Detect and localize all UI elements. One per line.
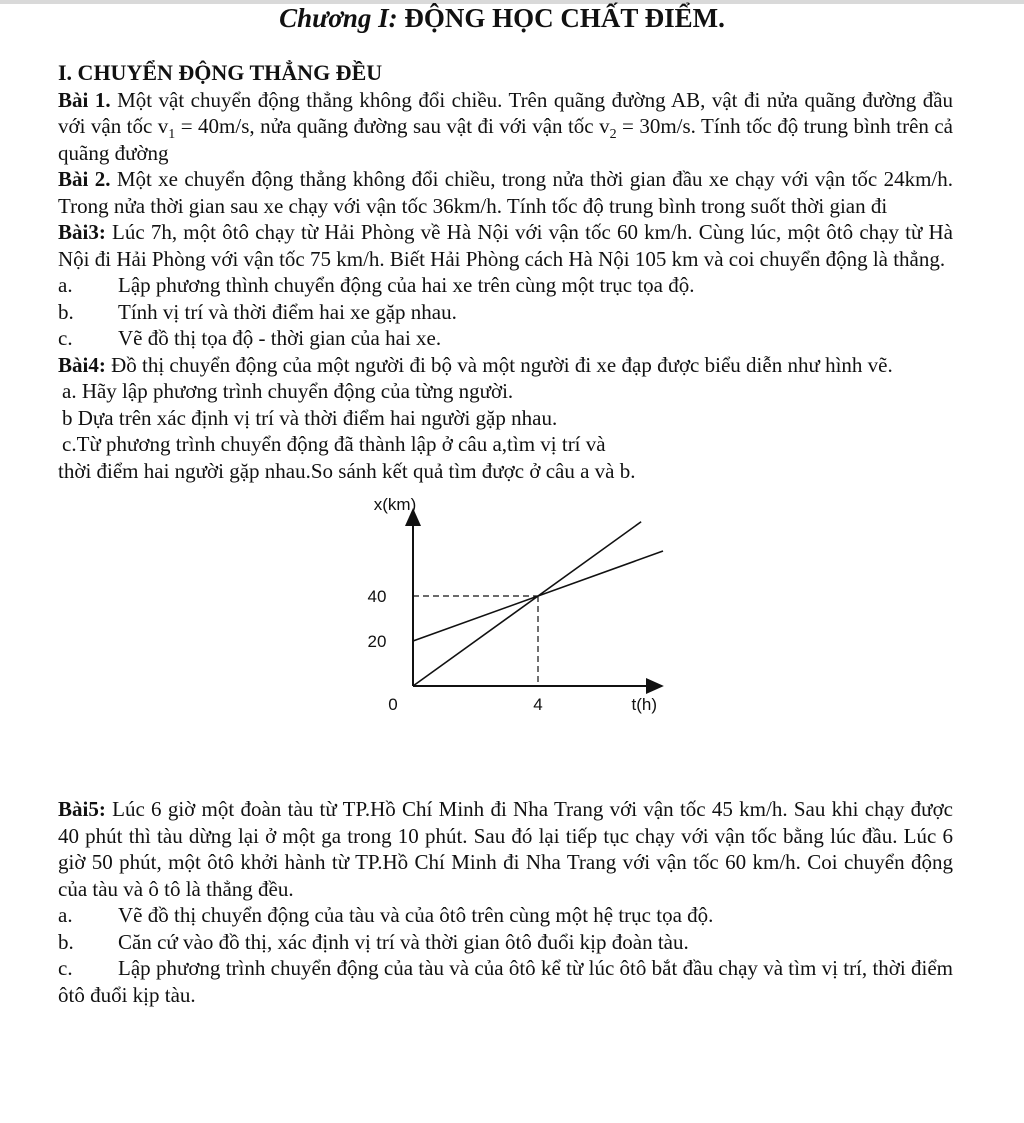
bai5-item-b-text: Căn cứ vào đồ thị, xác định vị trí và thời gian ôtô đuổi kịp đoàn tàu. xyxy=(118,929,689,954)
bai1-label: Bài 1. xyxy=(58,87,111,112)
bai5-text: Lúc 6 giờ một đoàn tàu từ TP.Hồ Chí Minh đi Nha Trang với vận tốc 45 km/h. Sau khi chạy được 40 phút thì tàu dừng lại ở một ga trong 10 phút. Sau đó lại tiếp tục chạy với vận tốc bằng lúc đầu. Lúc 6 giờ 50 phút, một ôtô khởi hành từ TP.Hồ Chí Minh đi Nha Trang với vận tốc 60 km/h. Coi chuyển động của tàu và ô tô là thẳng đều. xyxy=(58,797,953,901)
bai5-item-c-text: Lập phương trình chuyển động của tàu và của ôtô kể từ lúc ôtô bắt đầu chạy và tìm vị trí, thời điểm ôtô đuổi kịp tàu. xyxy=(58,956,953,1007)
document-body xyxy=(58,60,953,1008)
bai3-item-a-label: a. xyxy=(58,273,73,297)
bai1-paragraph xyxy=(58,87,953,167)
bai5-item-c xyxy=(58,955,953,1008)
bai3-item-a xyxy=(58,272,953,299)
bai3-paragraph xyxy=(58,219,953,272)
bai3-item-b xyxy=(58,299,953,326)
bai5-item-b-label: b. xyxy=(58,929,74,954)
origin-label: 0 xyxy=(388,695,398,714)
chapter-prefix: Chương I: xyxy=(279,3,398,33)
bai4-paragraph xyxy=(58,352,953,379)
bai1-text-b: = 40m/s, nửa quãng đường sau vật đi với vận tốc v xyxy=(175,114,610,138)
chapter-main: ĐỘNG HỌC CHẤT ĐIỂM. xyxy=(404,3,725,33)
bai3-text: Lúc 7h, một ôtô chạy từ Hải Phòng về Hà Nội với vận tốc 60 km/h. Cùng lúc, một ôtô chạy từ Hà Nội đi Hải Phòng với vận tốc 75 km/h. Biết Hải Phòng cách Hà Nội 105 km và coi chuyển động là thẳng. xyxy=(58,220,954,271)
bai3-item-b-text: Tính vị trí và thời điểm hai xe gặp nhau. xyxy=(118,299,457,324)
y-tick-label-20: 20 xyxy=(367,632,387,651)
bai4-label: Bài4: xyxy=(58,352,106,377)
bai3-item-c-label: c. xyxy=(58,326,73,350)
y-tick-label-40: 40 xyxy=(367,587,387,606)
motion-graph-svg xyxy=(288,494,657,764)
bai5-item-b xyxy=(58,929,953,956)
bai1-sub2: 2 xyxy=(609,127,617,143)
series-line-2 xyxy=(413,522,641,686)
y-axis-label: x(km) xyxy=(373,495,417,514)
bai3-item-c xyxy=(58,325,953,352)
section-heading: I. CHUYỂN ĐỘNG THẲNG ĐỀU xyxy=(58,60,383,85)
bai5-label: Bài5: xyxy=(58,797,106,821)
bai3-label: Bài3: xyxy=(58,220,106,244)
bai5-item-a-label: a. xyxy=(58,903,73,927)
bai4-line-c1: c.Từ phương trình chuyển động đã thành lập ở câu a,tìm vị trí và xyxy=(62,432,606,456)
x-tick-label-4: 4 xyxy=(533,695,543,714)
x-axis-label: t(h) xyxy=(631,695,657,714)
bai4-line-b: b Dựa trên xác định vị trí và thời điểm hai người gặp nhau. xyxy=(62,405,558,430)
bai1-sub1: 1 xyxy=(168,127,176,143)
bai5-item-a-text: Vẽ đồ thị chuyển động của tàu và của ôtô trên cùng một hệ trục tọa độ. xyxy=(118,903,714,927)
bai1-text-a: Một vật chuyển động thẳng không đổi chiều. Trên quãng đường AB, vật đi nửa quãng đường đầu với vận tốc v xyxy=(58,87,954,138)
bai3-item-a-text: Lập phương thình chuyển động của hai xe trên cùng một trục tọa độ. xyxy=(118,273,695,297)
bai2-text: Một xe chuyển động thẳng không đổi chiều, trong nửa thời gian đầu xe chạy với vận tốc 24km/h. Trong nửa thời gian sau xe chạy với vận tốc 36km/h. Tính tốc độ trung bình trong suốt thời gian đi xyxy=(58,167,954,218)
bai5-paragraph xyxy=(58,796,953,902)
bai5-item-a xyxy=(58,902,953,929)
bai2-label: Bài 2. xyxy=(58,167,111,191)
bai1-text-c: = 30m/s. Tính tốc độ trung bình trên cả quãng đường xyxy=(58,114,953,165)
motion-graph xyxy=(58,484,953,774)
bai4-line-c2: thời điểm hai người gặp nhau.So sánh kết quả tìm được ở câu a và b. xyxy=(58,458,636,483)
bai5-item-c-label: c. xyxy=(58,956,73,980)
bai2-paragraph xyxy=(58,166,953,219)
bai3-item-b-label: b. xyxy=(58,299,74,324)
bai4-text: Đồ thị chuyển động của một người đi bộ và một người đi xe đạp được biểu diễn như hình vẽ. xyxy=(111,352,893,377)
chapter-title xyxy=(0,2,1004,34)
bai3-item-c-text: Vẽ đồ thị tọa độ - thời gian của hai xe. xyxy=(118,326,442,350)
bai4-line-a: a. Hãy lập phương trình chuyển động của từng người. xyxy=(62,379,514,403)
